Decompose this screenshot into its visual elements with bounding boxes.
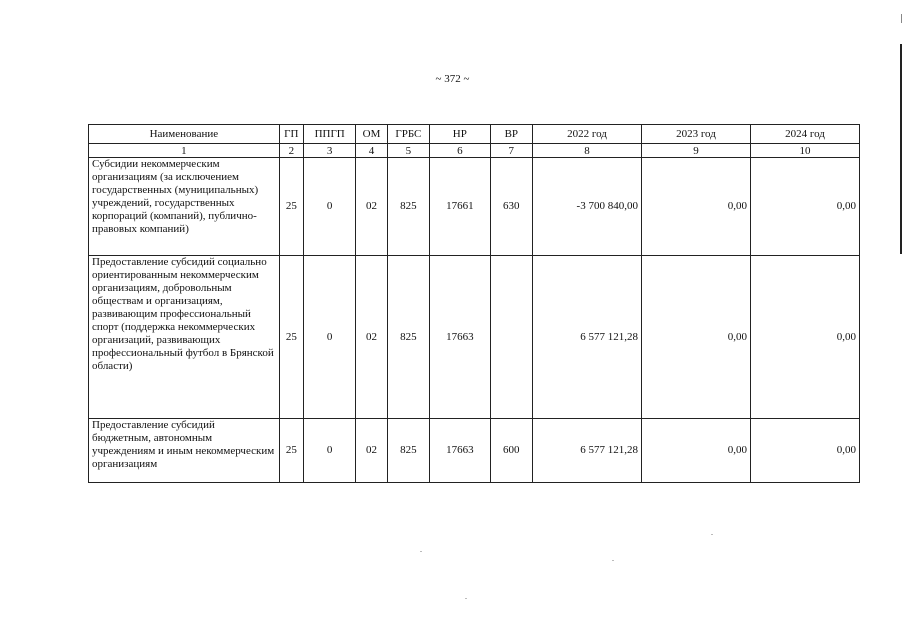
header-name: Наименование	[89, 125, 280, 144]
scan-edge-tick	[901, 14, 902, 23]
row-gp: 25	[279, 419, 303, 483]
column-index-row	[89, 144, 860, 158]
row-name: Субсидии некоммерческим организациям (за исключением государственных (муниципальных) учреждений, государственных корпораций (компаний), публично-правовых компаний)	[89, 158, 280, 256]
header-grbs: ГРБС	[387, 125, 429, 144]
scan-speck	[420, 551, 422, 552]
header-vr: ВР	[490, 125, 532, 144]
table-row	[89, 158, 860, 256]
table-row	[89, 256, 860, 419]
table-row	[89, 419, 860, 483]
row-amount-2023: 0,00	[641, 419, 750, 483]
row-amount-2022: 6 577 121,28	[532, 256, 641, 419]
page-number: ~ 372 ~	[435, 73, 470, 85]
row-vr	[490, 256, 532, 419]
header-gp: ГП	[279, 125, 303, 144]
row-ppgp: 0	[303, 256, 355, 419]
row-name: Предоставление субсидий бюджетным, автономным учреждениям и иным некоммерческим организациям	[89, 419, 280, 483]
header-nr: НР	[430, 125, 491, 144]
header-2024: 2024 год	[750, 125, 859, 144]
scan-speck	[711, 534, 713, 535]
header-2022: 2022 год	[532, 125, 641, 144]
row-nr: 17661	[430, 158, 491, 256]
header-2023: 2023 год	[641, 125, 750, 144]
column-index: 4	[356, 144, 387, 158]
budget-table	[88, 124, 860, 483]
row-gp: 25	[279, 158, 303, 256]
header-om: ОМ	[356, 125, 387, 144]
column-index: 10	[750, 144, 859, 158]
row-ppgp: 0	[303, 419, 355, 483]
scan-speck	[465, 598, 467, 599]
row-nr: 17663	[430, 256, 491, 419]
row-amount-2022: -3 700 840,00	[532, 158, 641, 256]
column-index: 1	[89, 144, 280, 158]
row-ppgp: 0	[303, 158, 355, 256]
row-amount-2024: 0,00	[750, 419, 859, 483]
row-name: Предоставление субсидий социально ориентированным некоммерческим организациям, добровольным обществам и организациям, развивающим профессиональный спорт (поддержка некоммерческих организаций, развивающих профессиональный футбол в Брянской области)	[89, 256, 280, 419]
row-amount-2023: 0,00	[641, 256, 750, 419]
row-amount-2024: 0,00	[750, 256, 859, 419]
row-gp: 25	[279, 256, 303, 419]
row-om: 02	[356, 256, 387, 419]
header-ppgp: ППГП	[303, 125, 355, 144]
row-vr: 600	[490, 419, 532, 483]
row-vr: 630	[490, 158, 532, 256]
column-index: 2	[279, 144, 303, 158]
column-index: 6	[430, 144, 491, 158]
header-row	[89, 125, 860, 144]
row-nr: 17663	[430, 419, 491, 483]
column-index: 7	[490, 144, 532, 158]
row-amount-2024: 0,00	[750, 158, 859, 256]
column-index: 8	[532, 144, 641, 158]
scan-speck	[612, 560, 614, 561]
row-om: 02	[356, 158, 387, 256]
row-grbs: 825	[387, 158, 429, 256]
column-index: 9	[641, 144, 750, 158]
row-om: 02	[356, 419, 387, 483]
row-grbs: 825	[387, 419, 429, 483]
row-grbs: 825	[387, 256, 429, 419]
column-index: 5	[387, 144, 429, 158]
row-amount-2022: 6 577 121,28	[532, 419, 641, 483]
row-amount-2023: 0,00	[641, 158, 750, 256]
column-index: 3	[303, 144, 355, 158]
